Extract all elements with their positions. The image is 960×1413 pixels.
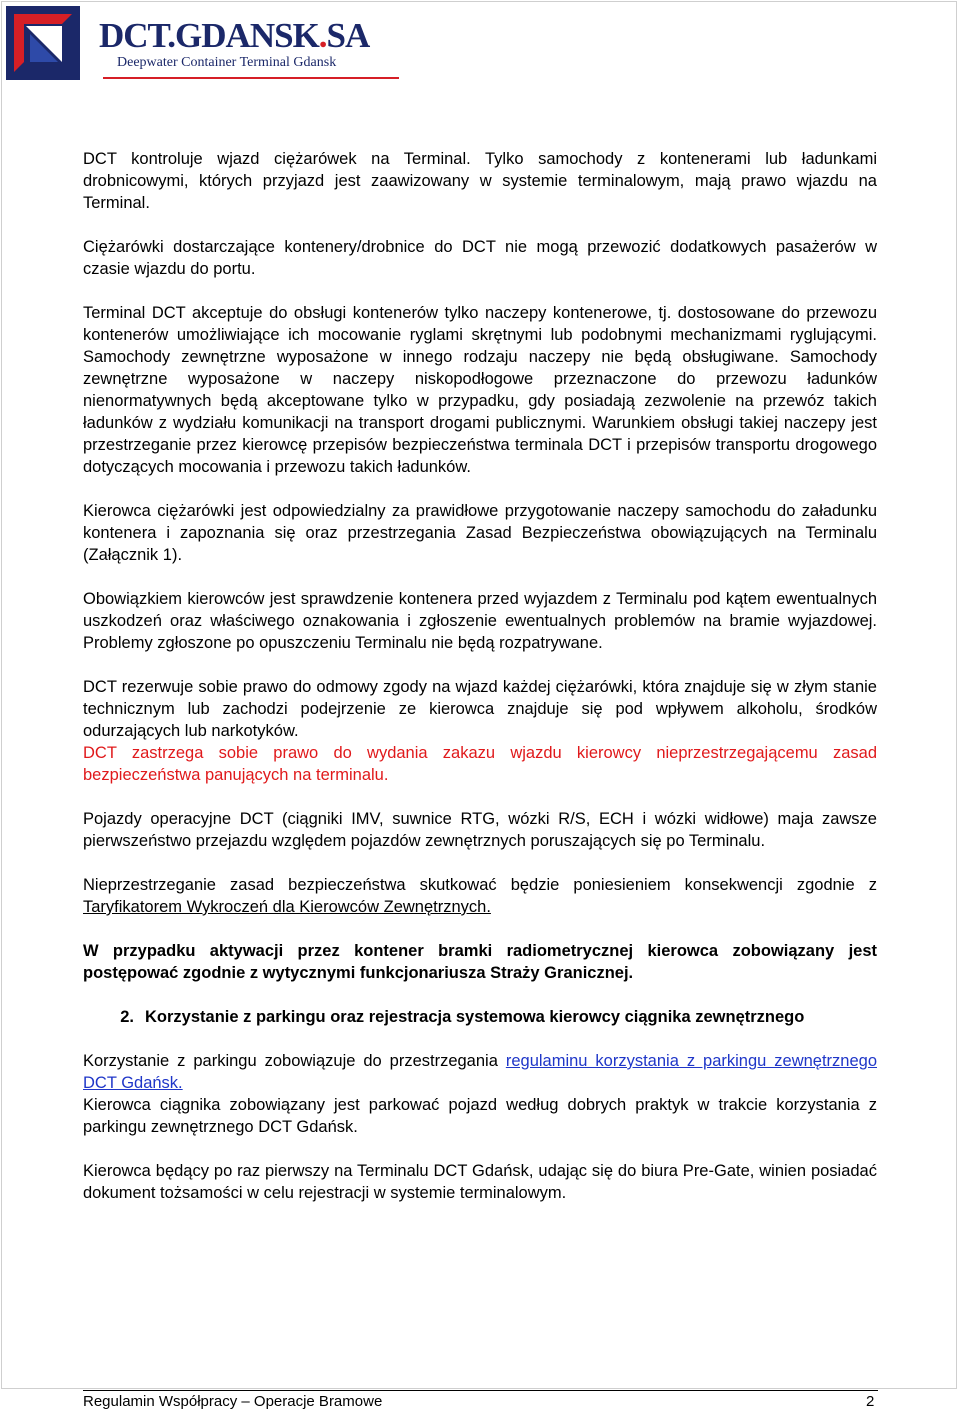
paragraph-entry-refusal: DCT rezerwuje sobie prawo do odmowy zgody na wjazd każdej ciężarówki, która znajduje się w złym stanie technicznym lub zachodzi podejrzenie ze kierowca znajduje się pod wpływem alkoholu, środków odurzających lub narkotyków. <box>83 678 877 740</box>
parking-regulations-link[interactable]: regulaminu korzystania z parkingu zewnętrznego DCT Gdańsk. <box>83 1052 877 1092</box>
document-body <box>83 148 877 1204</box>
section-title: Korzystanie z parkingu oraz rejestracja systemowa kierowcy ciągnika zewnętrznego <box>145 1008 805 1026</box>
paragraph-truck-entry: DCT kontroluje wjazd ciężarówek na Terminal. Tylko samochody z kontenerami lub ładunkami drobnicowymi, których przyjazd jest zaawizowany w systemie terminalowym, mają prawo wjazdu na Terminal. <box>83 150 877 212</box>
paragraph-parking-rules <box>83 1050 877 1094</box>
dct-logo-icon <box>6 6 80 80</box>
paragraph-container-check: Obowiązkiem kierowców jest sprawdzenie kontenera przed wyjazdem z Terminalu pod kątem ewentualnych uszkodzeń oraz właściwego oznakowania i zgłoszenie ewentualnych problemów na bramie wyjazdowej. Problemy zgłoszone po opuszczeniu Terminalu nie będą rozpatrywane. <box>83 590 877 652</box>
paragraph-radiometric-gate: W przypadku aktywacji przez kontener bramki radiometrycznej kierowca zobowiązany jest postępować zgodnie z wytycznymi funkcjonariusza Straży Granicznej. <box>83 942 877 982</box>
paragraph-operational-vehicles: Pojazdy operacyjne DCT (ciągniki IMV, suwnice RTG, wózki R/S, ECH i wózki widłowe) maja zawsze pierwszeństwo przejazdu względem pojazdów zewnętrznych poruszających się po Terminalu. <box>83 810 877 850</box>
consequences-text: Nieprzestrzeganie zasad bezpieczeństwa skutkować będzie poniesieniem konsekwencji zgodnie z <box>83 876 877 894</box>
parking-rules-text: Korzystanie z parkingu zobowiązuje do przestrzegania <box>83 1052 506 1070</box>
brand-underline <box>103 77 399 79</box>
brand-name <box>99 16 369 56</box>
paragraph-entry-ban-warning: DCT zastrzega sobie prawo do wydania zakazu wjazdu kierowcy nieprzestrzegającemu zasad bezpieczeństwa panujących na terminalu. <box>83 744 877 784</box>
violations-tariff-link[interactable]: Taryfikatorem Wykroczeń dla Kierowców Zewnętrznych. <box>83 898 491 916</box>
section-number: 2. <box>120 1008 134 1026</box>
footer-title: Regulamin Współpracy – Operacje Bramowe <box>83 1393 383 1410</box>
brand-main: DCT.GDANSK <box>99 16 319 55</box>
brand-tagline: Deepwater Container Terminal Gdansk <box>117 55 337 70</box>
paragraph-first-visit-registration: Kierowca będący po raz pierwszy na Terminalu DCT Gdańsk, udając się do biura Pre-Gate, winien posiadać dokument tożsamości w celu rejestracji w systemie terminalowym. <box>83 1162 877 1202</box>
brand-suffix: SA <box>326 16 370 55</box>
brand-dot: . <box>318 16 327 55</box>
paragraph-parking-practice: Kierowca ciągnika zobowiązany jest parkować pojazd według dobrych praktyk w trakcie korzystania z parkingu zewnętrznego DCT Gdańsk. <box>83 1096 877 1136</box>
page-number: 2 <box>866 1393 875 1410</box>
paragraph-consequences <box>83 874 877 918</box>
paragraph-driver-responsibility: Kierowca ciężarówki jest odpowiedzialny za prawidłowe przygotowanie naczepy samochodu do załadunku kontenera i zapoznania się oraz przestrzegania Zasad Bezpieczeństwa obowiązujących na Terminalu (Załącznik 1). <box>83 502 877 564</box>
footer-divider <box>83 1390 878 1391</box>
section-heading <box>83 1006 877 1028</box>
paragraph-trailers: Terminal DCT akceptuje do obsługi kontenerów tylko naczepy kontenerowe, tj. dostosowane do przewozu kontenerów umożliwiające ich mocowanie ryglami skrętnymi lub podobnymi mechanizmami ryglującymi. Samochody zewnętrzne wyposażone w innego rodzaju naczepy nie będą obsługiwane. Samochody zewnętrzne wyposażone w naczepy niskopodłogowe przeznaczone do przewozu ładunków nienormatywnych będą akceptowane tylko w przypadku, gdy posiadają zezwolenie na przewóz takich ładunków z wydziału komunikacji na transport drogami publicznymi. Warunkiem obsługi takiej naczepy jest przestrzeganie przez kierowcę przepisów bezpieczeństwa terminala DCT i przepisów transportu drogowego dotyczących mocowania i przewozu takich ładunków. <box>83 304 877 476</box>
paragraph-passengers: Ciężarówki dostarczające kontenery/drobnice do DCT nie mogą przewozić dodatkowych pasażerów w czasie wjazdu do portu. <box>83 238 877 278</box>
